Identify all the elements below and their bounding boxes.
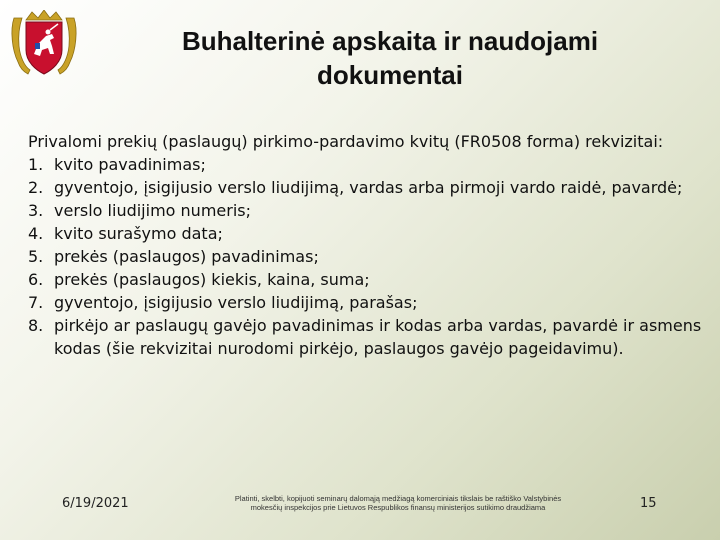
list-item-text: prekės (paslaugos) pavadinimas; xyxy=(54,247,319,266)
list-item-text: pirkėjo ar paslaugų gavėjo pavadinimas ir kodas arba vardas, pavardė ir asmens kodas (šie rekvizitai nurodomi pirkėjo, paslaugos gavėjo pageidavimu). xyxy=(54,316,702,358)
list-item-text: gyventojo, įsigijusio verslo liudijimą, vardas arba pirmoji vardo raidė, pavardė; xyxy=(54,178,683,197)
list-item xyxy=(28,245,708,268)
list-item xyxy=(28,314,708,360)
footer-copyright-note xyxy=(188,494,608,512)
list-item-number: 4. xyxy=(28,224,44,243)
footer-date: 6/19/2021 xyxy=(62,496,129,511)
list-item-text: kvito pavadinimas; xyxy=(54,155,206,174)
footer-note-line-1: Platinti, skelbti, kopijuoti seminarų dalomąją medžiagą komerciniais tikslais be raštiško Valstybinės xyxy=(234,494,562,503)
list-item-text: prekės (paslaugos) kiekis, kaina, suma; xyxy=(54,270,370,289)
lithuanian-coat-of-arms-icon xyxy=(8,10,80,78)
list-item-number: 8. xyxy=(28,316,44,335)
list-item-number: 6. xyxy=(28,270,44,289)
list-item-text: gyventojo, įsigijusio verslo liudijimą, parašas; xyxy=(54,293,418,312)
list-item-text: kvito surašymo data; xyxy=(54,224,223,243)
list-item-number: 7. xyxy=(28,293,44,312)
page-title xyxy=(100,24,680,92)
slide-body xyxy=(28,130,708,360)
list-item xyxy=(28,199,708,222)
list-item-number: 5. xyxy=(28,247,44,266)
list-item xyxy=(28,291,708,314)
list-item xyxy=(28,176,708,199)
list-item-number: 2. xyxy=(28,178,44,197)
list-item xyxy=(28,222,708,245)
list-item xyxy=(28,153,708,176)
page-title-line-1: Buhalterinė apskaita ir naudojami xyxy=(181,26,599,56)
list-item-text: verslo liudijimo numeris; xyxy=(54,201,251,220)
intro-paragraph: Privalomi prekių (paslaugų) pirkimo-pardavimo kvitų (FR0508 forma) rekvizitai: xyxy=(28,132,664,151)
list-item xyxy=(28,268,708,291)
list-item-number: 1. xyxy=(28,155,44,174)
footer-note-line-2: mokesčių inspekcijos prie Lietuvos Respublikos finansų ministerijos sutikimo draudžiama xyxy=(250,503,546,512)
requisites-list xyxy=(28,153,708,360)
page-title-line-2: dokumentai xyxy=(317,60,463,90)
page-number: 15 xyxy=(640,496,657,511)
list-item-number: 3. xyxy=(28,201,44,220)
